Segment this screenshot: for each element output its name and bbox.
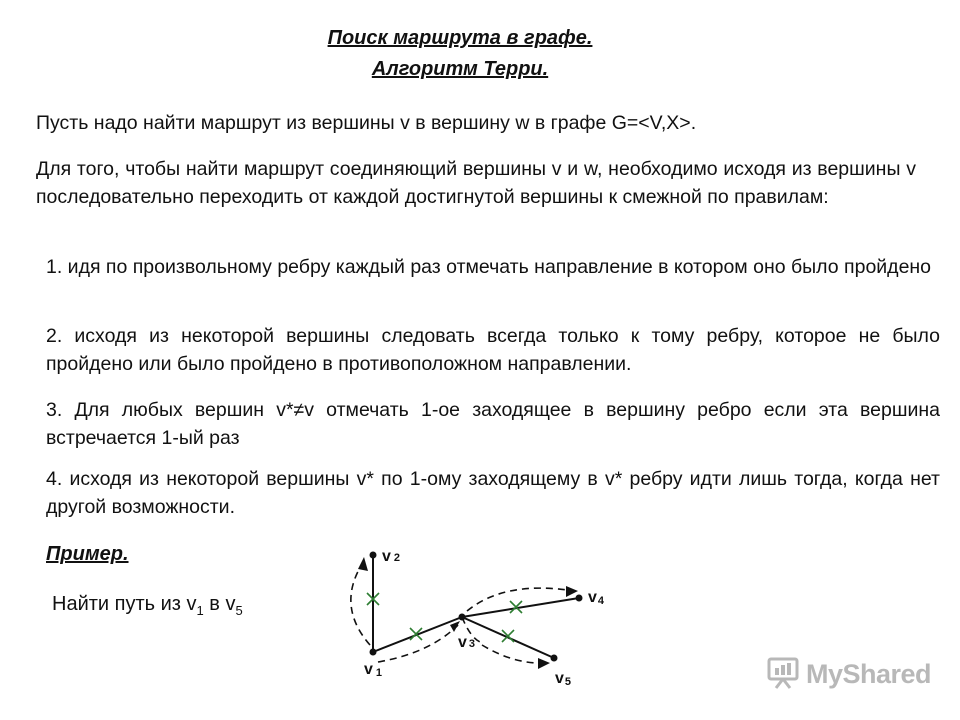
presentation-icon (766, 655, 800, 694)
rule-3: 3. Для любых вершин v*≠v отмечать 1-ое заходящее в вершину ребро если эта вершина встречается 1-ый раз (46, 399, 940, 449)
graph-diagram (330, 535, 605, 695)
task-prefix: Найти путь из v (52, 593, 197, 615)
path-v1-to-v2 (351, 561, 370, 645)
edge-v3-v5 (462, 617, 554, 658)
arrowhead-v4 (566, 586, 578, 597)
intro-text: Пусть надо найти маршрут из вершины v в вершину w в графе G=<V,X>. (36, 112, 697, 134)
vertex-v1 (370, 649, 377, 656)
label-v3: v 3 (458, 634, 476, 651)
description-text: Для того, чтобы найти маршрут соединяющий вершины v и w, необходимо исходя из вершины v последовательно переходить от каждой достигнутой вершины к смежной по правилам: (36, 158, 916, 208)
watermark-text: MyShared (806, 658, 932, 689)
rule-1: 1. идя по произвольному ребру каждый раз отмечать направление в котором оно было пройдено (46, 256, 932, 278)
label-v2: v 2 (382, 548, 401, 565)
arrowhead-v3 (450, 621, 460, 632)
label-v4: v4 (588, 589, 605, 607)
vertex-v4 (576, 595, 583, 602)
arrowhead-v5 (538, 658, 550, 669)
arrowhead-v2 (358, 557, 368, 571)
watermark (766, 652, 936, 696)
example-label: Пример. (46, 543, 129, 565)
task-middle: в v (203, 593, 236, 615)
task-sub-start: 1 (196, 603, 204, 618)
edge-marks (367, 593, 522, 642)
rule-4: 4. исходя из некоторой вершины v* по 1-ому заходящему в v* ребру идти лишь тогда, когда нет другой возможности. (46, 468, 940, 518)
page-subtitle: Алгоритм Терри. (371, 58, 549, 80)
rule-2: 2. исходя из некоторой вершины следовать всегда только к тому ребру, которое не было пройдено или было пройдено в противоположном направлении. (46, 325, 940, 375)
path-v1-to-v3 (378, 625, 458, 662)
example-task (52, 593, 243, 618)
label-v5: v5 (555, 670, 572, 688)
edge-v3-v4 (462, 598, 579, 617)
label-v1: v 1 (364, 661, 383, 679)
task-sub-end: 5 (235, 603, 243, 618)
vertex-v3 (459, 614, 466, 621)
page-title: Поиск маршрута в графе. (327, 27, 593, 49)
vertex-v2 (370, 552, 377, 559)
vertex-v5 (551, 655, 558, 662)
